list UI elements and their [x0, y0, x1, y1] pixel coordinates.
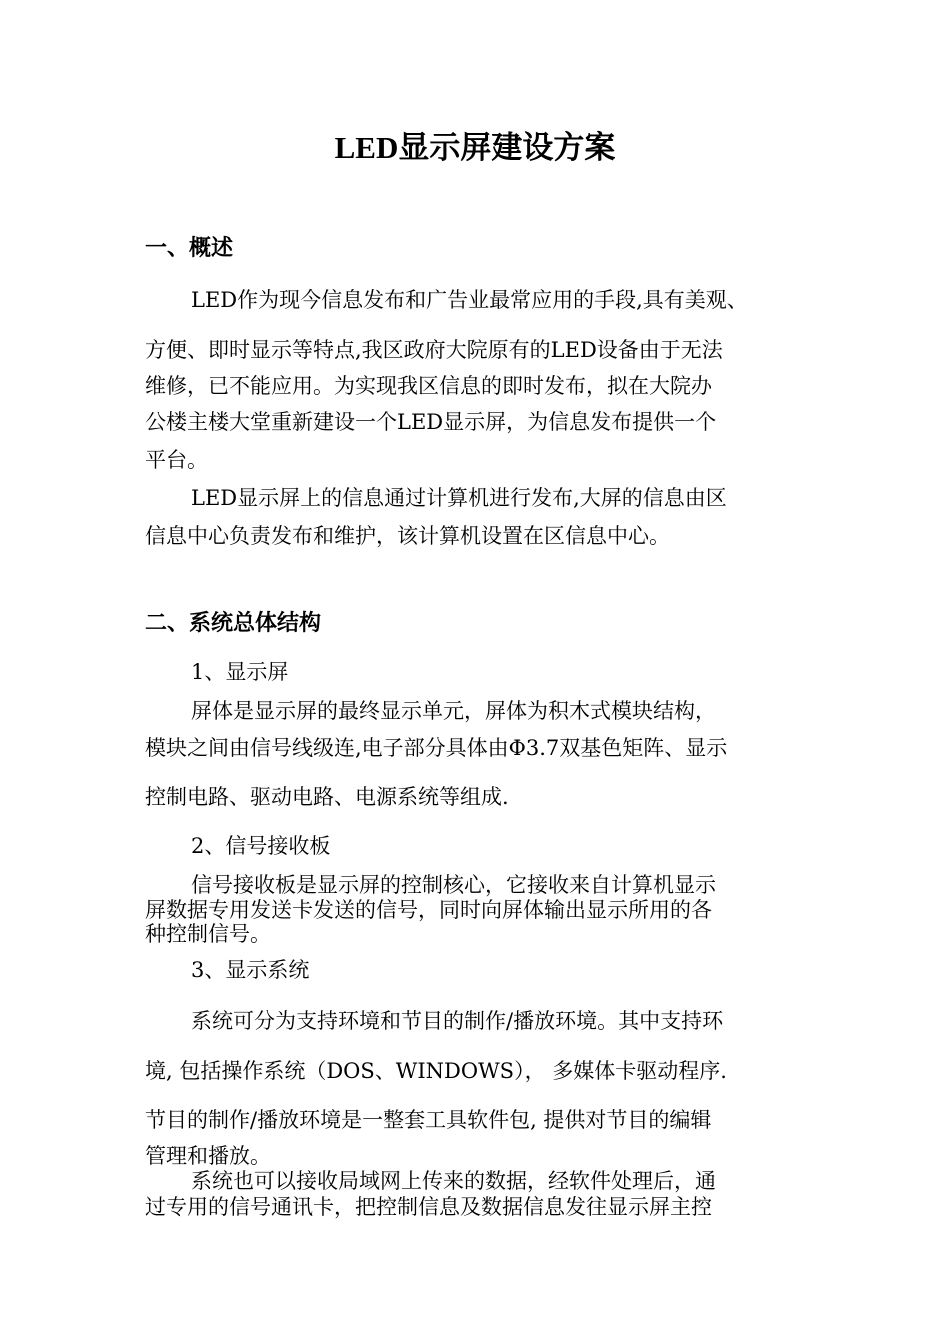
paragraph-line: 节目的制作/播放环境是一整套工具软件包, 提供对节目的编辑: [145, 1108, 712, 1132]
paragraph-line: 平台。: [145, 448, 208, 472]
paragraph-line: 模块之间由信号线级连,电子部分具体由Φ3.7双基色矩阵、显示: [145, 736, 728, 760]
document-title: LED显示屏建设方案: [334, 130, 616, 165]
paragraph-line: 系统也可以接收局域网上传来的数据，经软件处理后，通: [191, 1169, 716, 1193]
paragraph-line: LED作为现今信息发布和广告业最常应用的手段,具有美观、: [191, 288, 748, 312]
paragraph-line: 系统可分为支持环境和节目的制作/播放环境。其中支持环: [191, 1009, 724, 1033]
paragraph-line: 管理和播放。: [145, 1144, 271, 1168]
paragraph-line: 维修，已不能应用。为实现我区信息的即时发布，拟在大院办: [145, 374, 712, 398]
paragraph-line: 过专用的信号通讯卡，把控制信息及数据信息发往显示屏主控: [145, 1195, 712, 1219]
subsection-heading-receiver-board: 2、信号接收板: [191, 834, 331, 858]
subsection-heading-display: 1、显示屏: [191, 660, 289, 684]
paragraph-line: 方便、即时显示等特点,我区政府大院原有的LED设备由于无法: [145, 338, 723, 362]
paragraph-line: 屏体是显示屏的最终显示单元，屏体为积木式模块结构，: [191, 699, 716, 723]
section-heading-system-structure: 二、系统总体结构: [145, 611, 322, 636]
paragraph-line: 屏数据专用发送卡发送的信号，同时向屏体输出显示所用的各: [145, 898, 712, 922]
paragraph-line: 公楼主楼大堂重新建设一个LED显示屏，为信息发布提供一个: [145, 410, 717, 434]
paragraph-line: LED显示屏上的信息通过计算机进行发布,大屏的信息由区: [191, 486, 727, 510]
paragraph-line: 控制电路、驱动电路、电源系统等组成.: [145, 785, 509, 809]
paragraph-line: 种控制信号。: [145, 922, 271, 946]
subsection-heading-display-system: 3、显示系统: [191, 958, 310, 982]
section-heading-overview: 一、概述: [145, 236, 234, 261]
paragraph-line: 境, 包括操作系统（DOS、WINDOWS）， 多媒体卡驱动程序.: [145, 1059, 727, 1083]
paragraph-line: 信息中心负责发布和维护，该计算机设置在区信息中心。: [145, 524, 670, 548]
paragraph-line: 信号接收板是显示屏的控制核心，它接收来自计算机显示: [191, 873, 716, 897]
